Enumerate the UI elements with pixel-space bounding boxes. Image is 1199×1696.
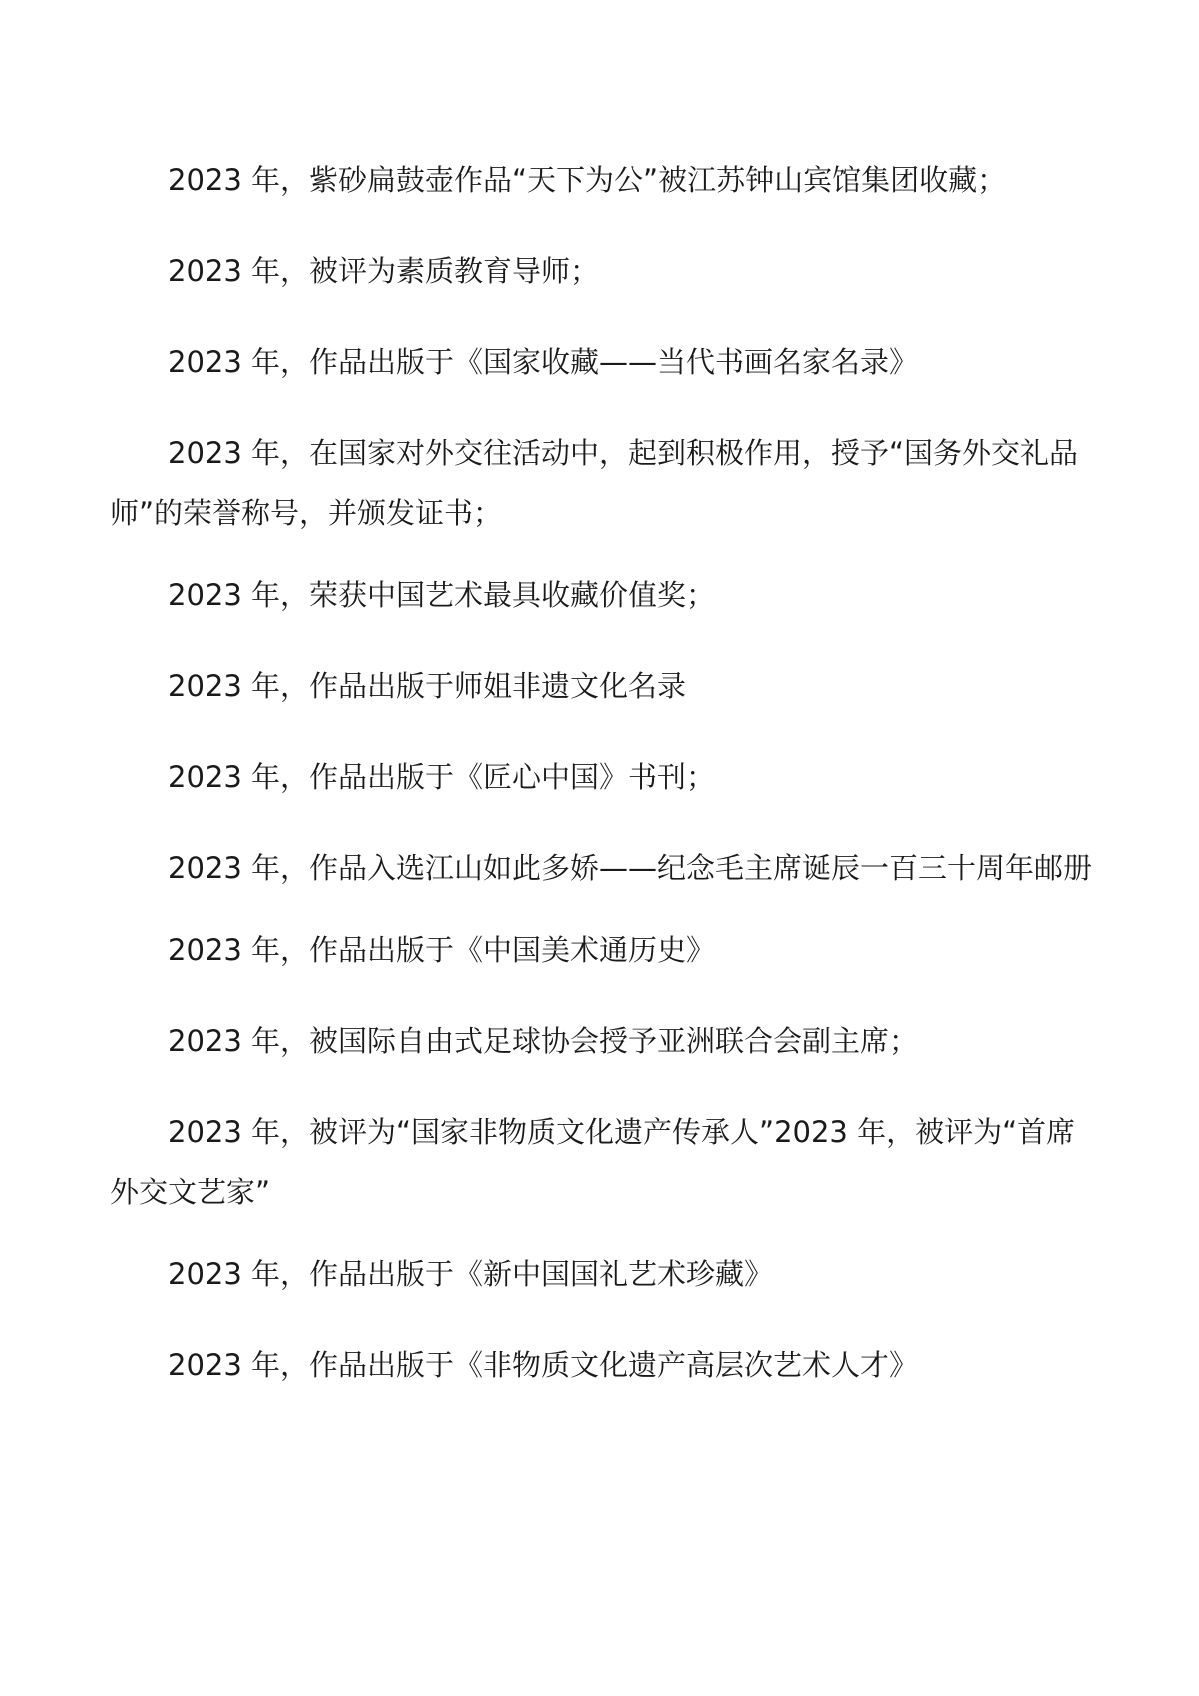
paragraph-8: 2023 年，作品入选江山如此多娇——纪念毛主席诞辰一百三十周年邮册 [168,851,1093,885]
paragraph-1: 2023 年，紫砂扁鼓壶作品“天下为公”被江苏钟山宾馆集团收藏； [168,163,1007,197]
paragraph-3: 2023 年，作品出版于《国家收藏——当代书画名家名录》 [168,345,919,379]
paragraph-2: 2023 年，被评为素质教育导师； [168,254,600,288]
paragraph-4: 2023 年，在国家对外交往活动中，起到积极作用，授予“国务外交礼品师”的荣誉称号，并颁发证书； [110,436,1079,530]
paragraph-9: 2023 年，作品出版于《中国美术通历史》 [168,933,716,967]
paragraph-11: 2023 年，被评为“国家非物质文化遗产传承人”2023 年，被评为“首席外交文艺家” [110,1115,1076,1209]
document-body [110,150,1095,1426]
paragraph-7: 2023 年，作品出版于《匠心中国》书刊； [168,760,716,794]
paragraph-5: 2023 年，荣获中国艺术最具收藏价值奖； [168,578,716,612]
paragraph-12: 2023 年，作品出版于《新中国国礼艺术珍藏》 [168,1257,774,1291]
paragraph-6: 2023 年，作品出版于师姐非遗文化名录 [168,669,687,703]
paragraph-13: 2023 年，作品出版于《非物质文化遗产高层次艺术人才》 [168,1348,919,1382]
paragraph-10: 2023 年，被国际自由式足球协会授予亚洲联合会副主席； [168,1024,919,1058]
